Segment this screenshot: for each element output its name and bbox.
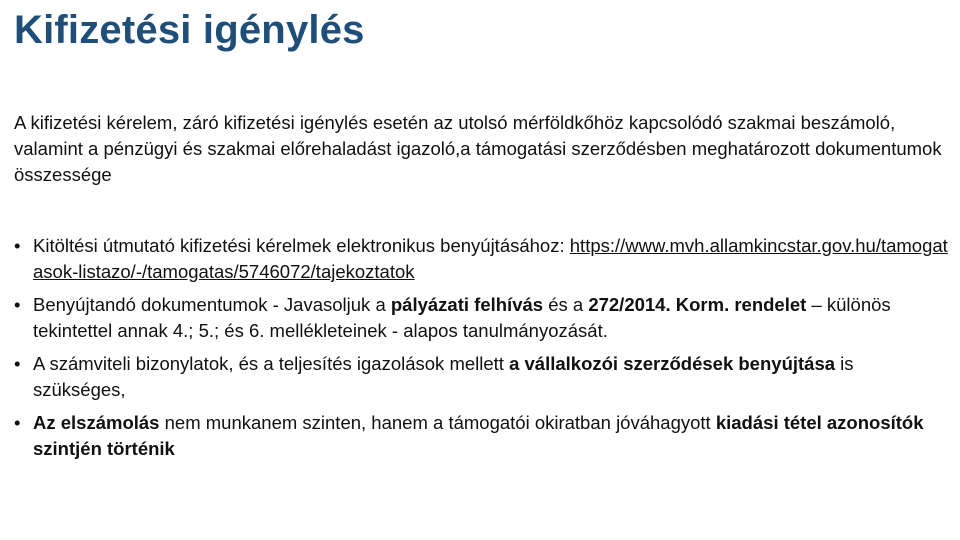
bullet-text: nem munkanem szinten, hanem a támogatói okiratban jóváhagyott <box>159 412 716 433</box>
bullet-text: és a <box>543 294 589 315</box>
page-title: Kifizetési igénylés <box>14 8 365 52</box>
list-item <box>14 292 949 344</box>
bold-text: kiadási tétel azonosítók szintjén történik <box>33 412 924 459</box>
bullet-text: is szükséges, <box>33 353 854 400</box>
list-item <box>14 233 949 285</box>
guide-link[interactable]: https://www.mvh.allamkincstar.gov.hu/tamogatasok-listazo/-/tamogatas/5746072/tajekoztatok <box>33 235 948 282</box>
bold-text: a vállalkozói szerződések benyújtása <box>509 353 836 374</box>
bullet-text: A számviteli bizonylatok, és a teljesítés igazolások mellett <box>33 353 510 374</box>
bullet-list <box>14 233 949 469</box>
bullet-text: Benyújtandó dokumentumok - Javasoljuk a <box>33 294 391 315</box>
bullet-text: – különös tekintettel annak 4.; 5.; és 6. mellékleteinek - alapos tanulmányozását. <box>33 294 891 341</box>
bold-text: pályázati felhívás <box>390 294 544 315</box>
intro-paragraph: A kifizetési kérelem, záró kifizetési igénylés esetén az utolsó mérföldkőhöz kapcsolódó szakmai beszámoló, valamint a pénzügyi és szakmai előrehaladást igazoló,a támogatási szerződésben meghatározott dokumentumok összessége <box>14 112 942 185</box>
bold-text: Az elszámolás <box>33 412 160 433</box>
list-item <box>14 410 949 462</box>
bold-text: 272/2014. Korm. rendelet <box>588 294 807 315</box>
bullet-text: Kitöltési útmutató kifizetési kérelmek elektronikus benyújtásához: <box>33 235 565 256</box>
list-item <box>14 351 949 403</box>
